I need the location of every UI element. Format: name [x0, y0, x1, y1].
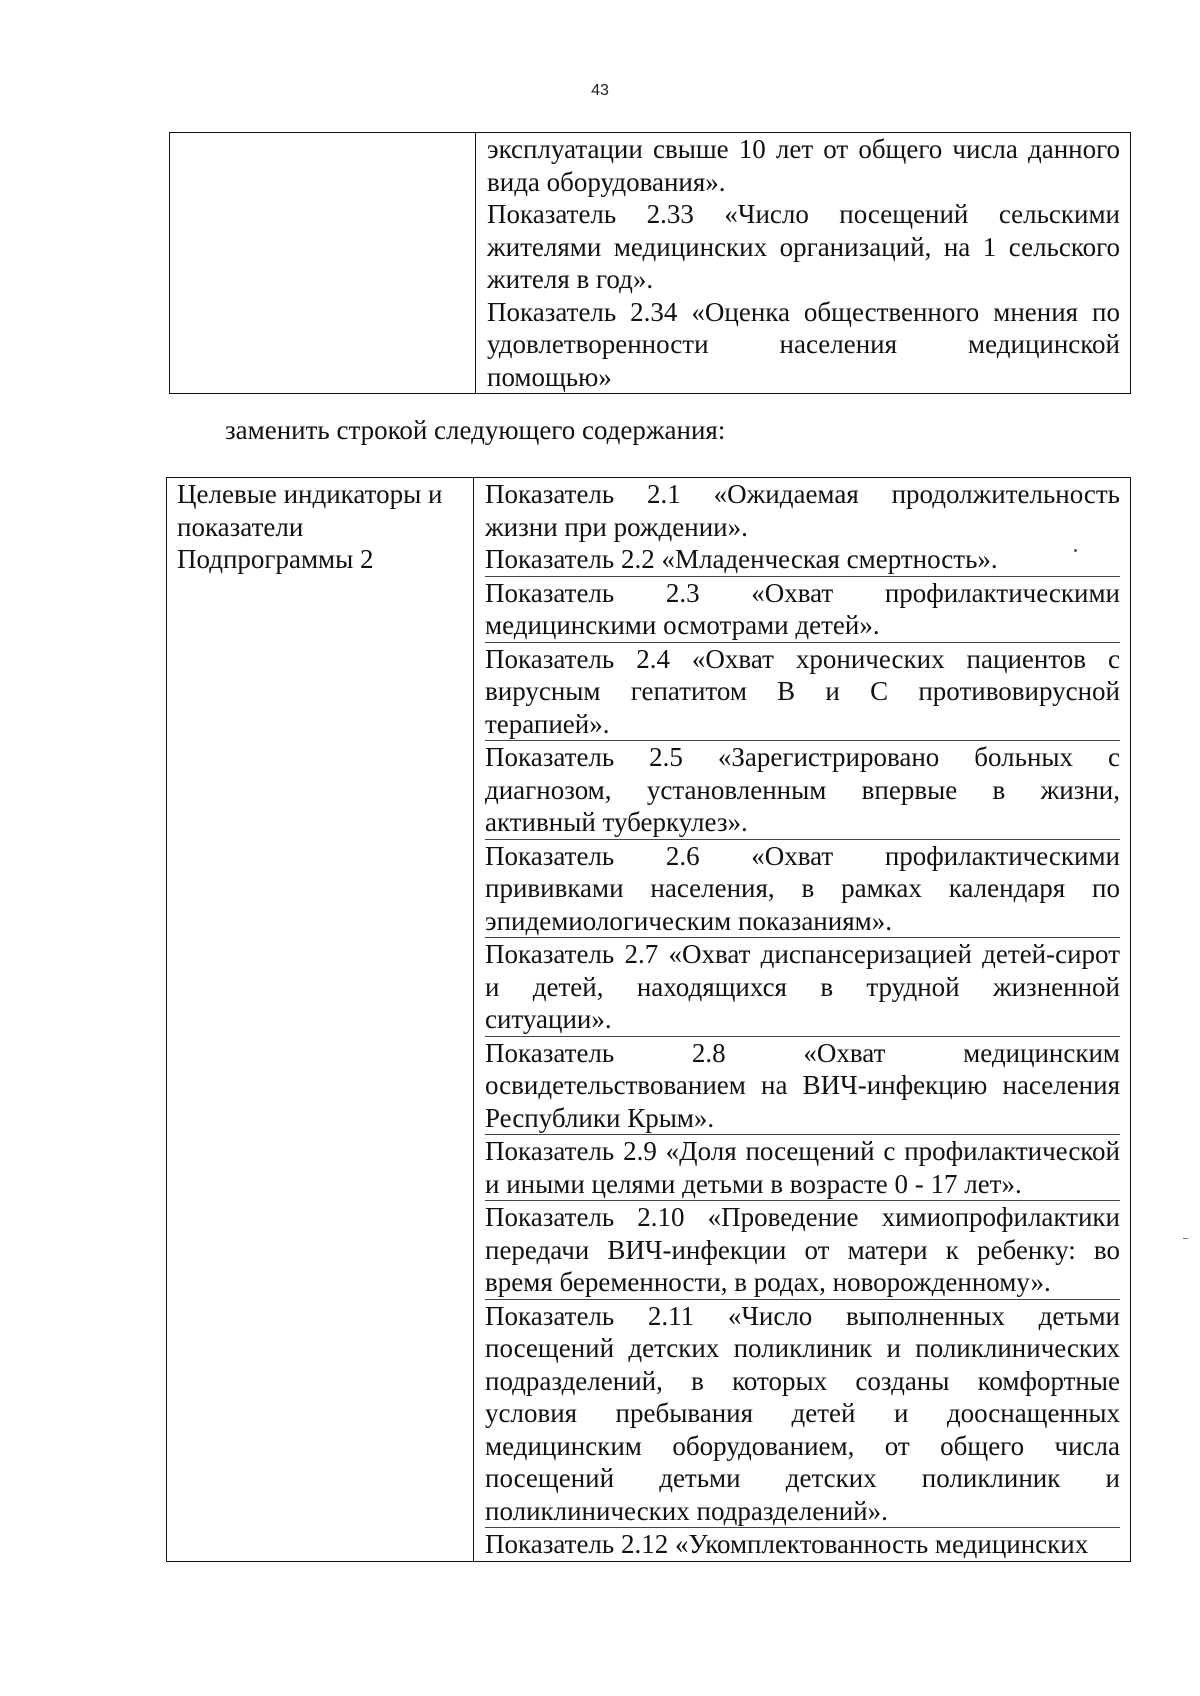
- indicator-entry: Показатель 2.5 «Зарегистрировано больных с диагнозом, установленным впервые в жизни, активный туберкулез».: [485, 742, 1120, 837]
- indicator-entry: Показатель 2.11 «Число выполненных детьми посещений детских поликлиник и поликлинических подразделений, в которых созданы комфортные условия пребывания детей и дооснащенных медицинским оборудованием, от общего числа посещений детьми детских поликлиник и поликлинических подразделений».: [485, 1300, 1120, 1526]
- table-cell-indicators: [474, 478, 1131, 1562]
- indicator-entry: Показатель 2.10 «Проведение химиопрофилактики передачи ВИЧ-инфекции от матери к ребенку: во время беременности, в родах, новорожденному».: [485, 1202, 1120, 1297]
- table-cell-indicators: [476, 133, 1131, 394]
- intro-paragraph: заменить строкой следующего содержания:: [225, 415, 726, 445]
- indicator-entry: эксплуатации свыше 10 лет от общего числа данного вида оборудования».: [487, 134, 1120, 197]
- table-cell-label: Целевые индикаторы и показатели Подпрограммы 2: [167, 478, 474, 1562]
- indicator-entry: Показатель 2.8 «Охват медицинским освидетельствованием на ВИЧ-инфекцию населения Республики Крым».: [485, 1037, 1120, 1133]
- scan-speck: [1074, 549, 1077, 552]
- indicator-entry: Показатель 2.9 «Доля посещений с профилактической и иными целями детьми в возрасте 0 - 17 лет».: [485, 1136, 1120, 1199]
- table-row: [167, 478, 1131, 1562]
- indicator-entry: Показатель 2.12 «Укомплектованность медицинских: [485, 1527, 1120, 1561]
- indicator-entry: Показатель 2.1 «Ожидаемая продолжительность жизни при рождении».: [485, 479, 1120, 542]
- indicator-entry: Показатель 2.7 «Охват диспансеризацией детей-сирот и детей, находящихся в трудной жизненной ситуации».: [485, 939, 1120, 1034]
- indicator-entry: Показатель 2.6 «Охват профилактическими прививками населения, в рамках календаря по эпидемиологическим показаниям».: [485, 840, 1120, 936]
- replacement-row-table: [166, 477, 1131, 1562]
- table-row: [170, 133, 1131, 394]
- indicator-entry: Показатель 2.34 «Оценка общественного мнения по удовлетворенности населения медицинской помощью»: [487, 296, 1120, 392]
- indicator-entry: Показатель 2.4 «Охват хронических пациентов с вирусным гепатитом В и С противовирусной терапией».: [485, 643, 1120, 739]
- scan-speck: [1183, 1238, 1188, 1239]
- previous-row-table: [169, 132, 1131, 394]
- page-number: 43: [591, 82, 609, 99]
- indicator-entry: Показатель 2.3 «Охват профилактическими медицинскими осмотрами детей».: [485, 577, 1120, 640]
- indicator-entry: Показатель 2.33 «Число посещений сельскими жителями медицинских организаций, на 1 сельского жителя в год».: [487, 199, 1120, 294]
- indicator-entry: Показатель 2.2 «Младенческая смертность».: [485, 544, 998, 574]
- table-cell-label: [170, 133, 476, 394]
